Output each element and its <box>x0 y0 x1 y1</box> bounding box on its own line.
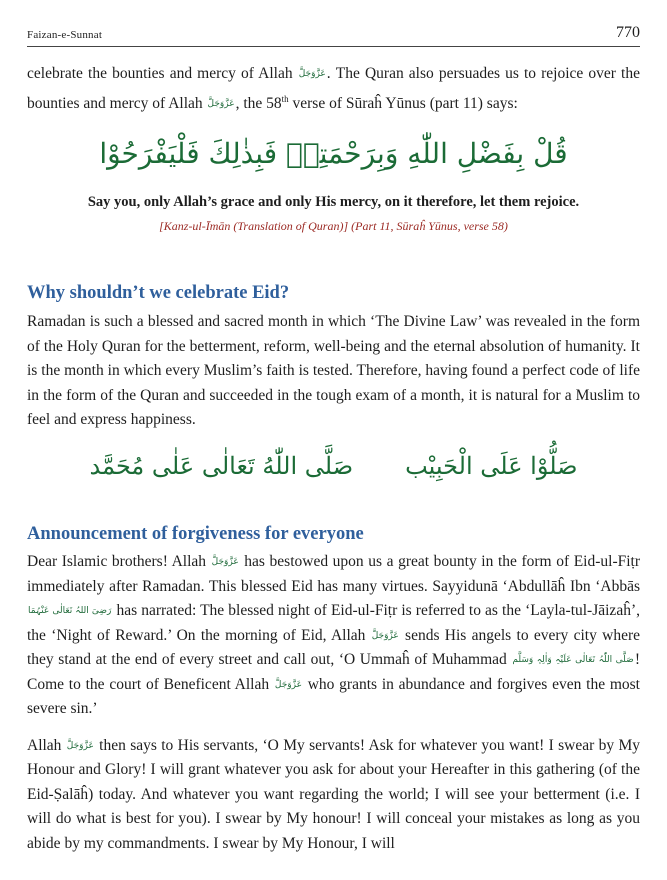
ordinal-suffix: th <box>281 93 289 104</box>
page-number: 770 <box>616 24 640 41</box>
section-why-celebrate <box>27 281 640 433</box>
intro-text-4: verse of Sūraĥ Yūnus (part 11) says: <box>288 94 518 112</box>
salat-call: صَلُّوْا عَلَى الْحَبِيْب <box>405 452 578 480</box>
intro-text-2: . The Quran also persuades us to rejoice over the bounties and mercy of Allah <box>27 65 640 112</box>
honorific-allah: عَزَّوَجَلَّ <box>274 679 302 690</box>
salat-line <box>27 452 640 480</box>
intro-text-1: celebrate the bounties and mercy of Allah <box>27 65 298 82</box>
section-heading: Why shouldn’t we celebrate Eid? <box>27 283 290 303</box>
text-run: ! Come to the court of Beneficent Allah <box>27 651 640 693</box>
honorific-companions: رَضِیَ اللہُ تَعَالٰی عَنْہُمَا <box>28 606 112 616</box>
honorific-allah: عَزَّوَجَلَّ <box>298 69 326 79</box>
section-paragraph: Ramadan is such a blessed and sacred month in which ‘The Divine Law’ was revealed in the form of the Holy Quran for the betterment, reform, well-being and the eternal absolution of humanity. It is the month in which every Muslim’s faith is tested. Therefore, having found a perfect code of life in the form of the Quran and succeeded in the tough exam of a month, it is natural for a Muslim to feel and express happiness. <box>27 313 640 428</box>
verse-translation: Say you, only Allah’s grace and only His mercy, on it therefore, let them rejoice. <box>87 194 580 210</box>
verse-reference: [Kanz-ul-Īmān (Translation of Quran)] (Part 11, Sūraĥ Yūnus, verse 58) <box>159 219 508 233</box>
section-paragraph-1 <box>27 550 640 722</box>
honorific-allah: عَزَّوَجَلَّ <box>66 740 94 751</box>
book-title: Faizan-e-Sunnat <box>27 29 103 41</box>
honorific-allah: عَزَّوَجَلَّ <box>207 98 235 109</box>
intro-paragraph <box>27 62 640 116</box>
section-forgiveness <box>27 522 640 856</box>
verse-block <box>27 134 640 235</box>
section-heading: Announcement of forgiveness for everyone <box>27 524 364 544</box>
section-paragraph-2 <box>27 734 640 857</box>
text-run: has narrated: The blessed night of Eid-ul-Fiṭr is referred to as the ‘Layla-tul-Jāizaĥ’, the ‘Night of Reward.’ On the morning of Eid, Allah <box>27 602 640 644</box>
intro-block <box>27 62 640 116</box>
honorific-allah: عَزَّوَجَلَّ <box>211 557 239 567</box>
quran-verse-arabic: قُلْ بِفَضْلِ اللّٰهِ وَبِرَحْمَتِهٖ فَبِذٰلِكَ فَلْيَفْرَحُوْا <box>99 137 568 170</box>
honorific-allah: عَزَّوَجَلَّ <box>371 630 399 641</box>
intro-text-3: , the 58 <box>235 94 282 112</box>
text-run: Dear Islamic brothers! Allah <box>27 553 211 570</box>
text-run: then says to His servants, ‘O My servants! Ask for whatever you want! I swear by My Honour and Glory! I will grant whatever you ask for about your Hereafter in this gathering (of the Eid-Ṣalāĥ) today. And whatever you want regarding the world; I will see your betterment (i.e. I will do what is best for you). I swear by My honour! I will conceal your mistakes as long as you abide by my commandments. I swear by My Honour, I will <box>27 736 640 852</box>
text-run: Allah <box>27 736 66 754</box>
honorific-prophet: صَلَّی اللّٰہُ تَعَالٰی عَلَیْہِ وَاٰلِہٖ وَسَلَّم <box>512 655 634 665</box>
salat-response: صَلَّى اللّٰهُ تَعَالٰى عَلٰى مُحَمَّد <box>89 452 354 480</box>
text-run: has bestowed upon us a great bounty in the form of Eid-ul-Fiṭr immediately after Ramadan. This blessed Eid has many virtues. Sayyidunā ‘Abdullāĥ Ibn ‘Abbās <box>27 553 641 595</box>
text-run: who grants in abundance and forgives even the most severe sin.’ <box>27 675 640 717</box>
page-header <box>27 22 640 47</box>
text-run: sends His angels to every city where they stand at the end of every street and call out, ‘O Ummaĥ of Muhammad <box>27 626 640 668</box>
